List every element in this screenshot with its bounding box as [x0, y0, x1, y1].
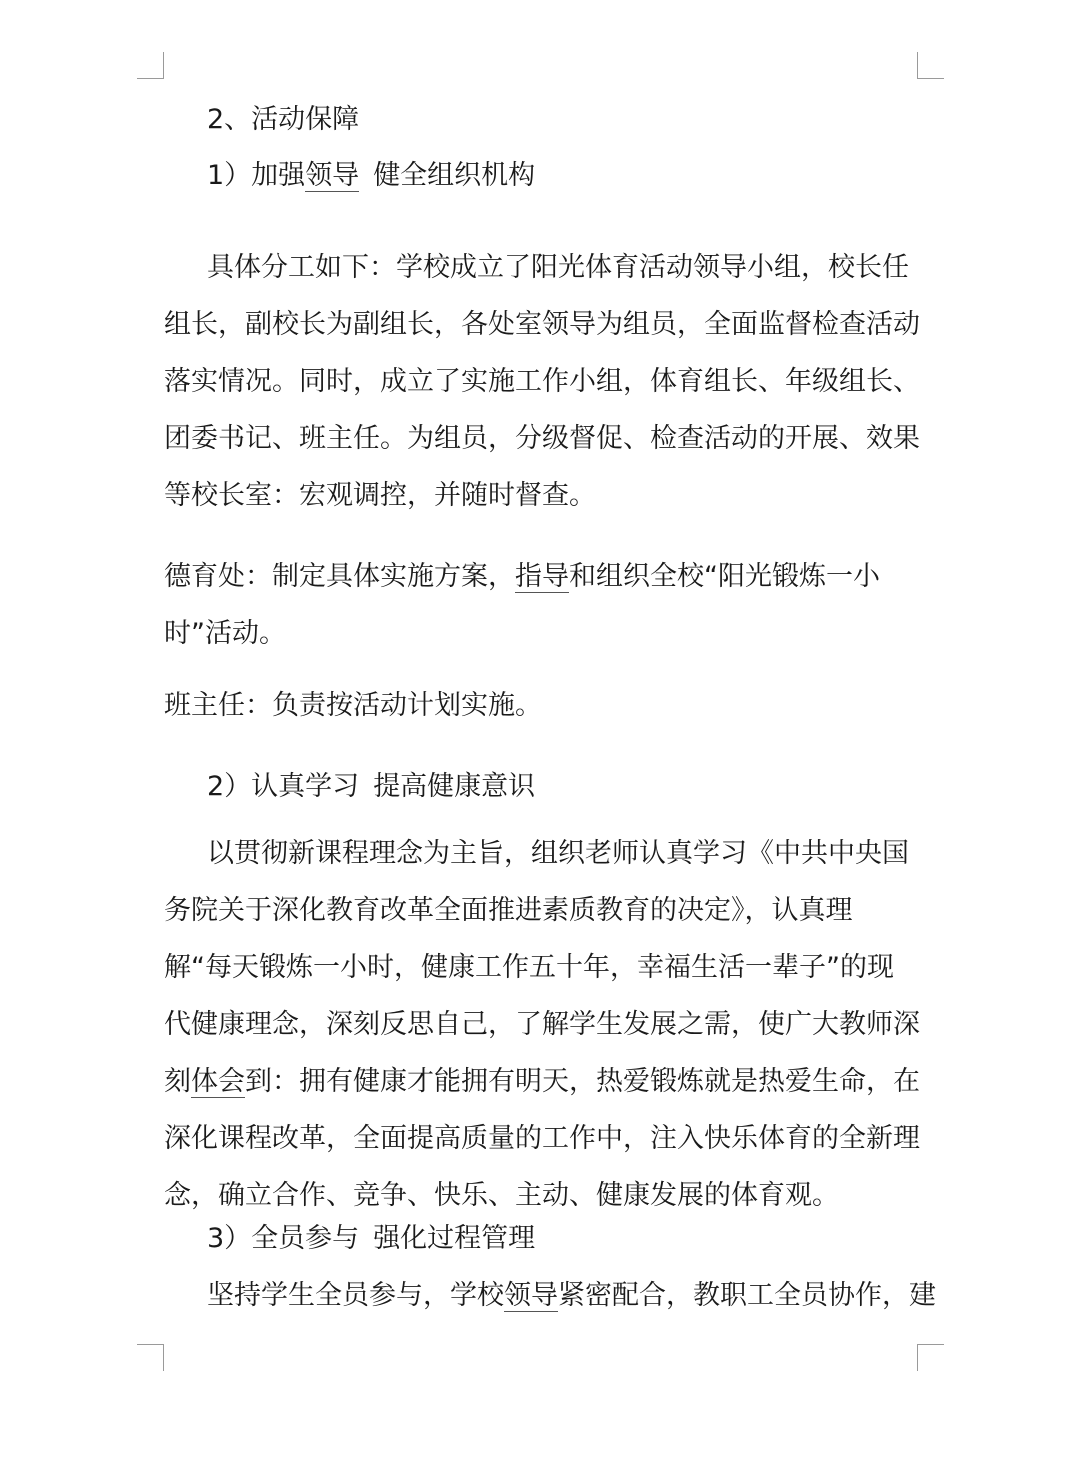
subheading-part-a: 3）全员参与	[207, 1223, 360, 1254]
guidance-link[interactable]: 指导	[515, 561, 569, 592]
subheading-prefix: 1）加强	[207, 160, 306, 191]
leadership-link-2[interactable]: 领导	[504, 1280, 558, 1311]
paragraph-class-teacher: 班主任：负责按活动计划实施。	[164, 690, 542, 721]
subheading-rest: 健全组织机构	[373, 160, 536, 191]
paragraph-division-of-labor: 具体分工如下：学校成立了阳光体育活动领导小组，校长任组长，副校长为副组长，各处室领导为组员，全面监督检查活动落实情况。同时，成立了实施工作小组，体育组长、年级组长、团委书记、班主任。为组员，分级督促、检查活动的开展、效果等校长室：宏观调控，并随时督查。	[164, 252, 920, 511]
paragraph-study-philosophy	[164, 825, 920, 1224]
paragraph-prefix: 坚持学生全员参与，学校	[207, 1280, 504, 1311]
paragraph-moral-education-office	[164, 548, 904, 662]
paragraph-prefix: 德育处：制定具体实施方案，	[164, 561, 515, 592]
experience-link[interactable]: 体会	[191, 1066, 245, 1097]
paragraph-rest: 紧密配合，教职工全员协作，建	[558, 1280, 936, 1311]
subheading-part-b: 强化过程管理	[373, 1223, 536, 1254]
leadership-link[interactable]: 领导	[305, 160, 360, 191]
paragraph-rest: 和组织全校“阳光锻炼一小时”活动。	[164, 561, 880, 649]
subheading-study	[207, 769, 535, 805]
paragraph-prefix: 以贯彻新课程理念为主旨，组织老师认真学习《中共中央国务院关于深化教育改革全面推进素质教育的决定》，认真理解“每天锻炼一小时，健康工作五十年，幸福生活一辈子”的现代健康理念，深刻反思自己，了解学生发展之需，使广大教师深刻	[164, 838, 920, 1097]
page-corner-mark-bottom-left	[137, 1344, 164, 1371]
subheading-part-a: 2）认真学习	[207, 771, 360, 802]
paragraph-rest: 到：拥有健康才能拥有明天，热爱锻炼就是热爱生命，在深化课程改革，全面提高质量的工作中，注入快乐体育的全新理念，确立合作、竞争、快乐、主动、健康发展的体育观。	[164, 1066, 920, 1211]
subheading-part-b: 提高健康意识	[373, 771, 536, 802]
subheading-participation	[207, 1221, 535, 1257]
subheading-leadership	[207, 158, 535, 194]
page-corner-mark-top-left	[137, 52, 164, 79]
page-corner-mark-bottom-right	[917, 1344, 944, 1371]
page-corner-mark-top-right	[917, 52, 944, 79]
section-heading: 2、活动保障	[207, 104, 360, 135]
paragraph-full-participation	[164, 1278, 936, 1314]
